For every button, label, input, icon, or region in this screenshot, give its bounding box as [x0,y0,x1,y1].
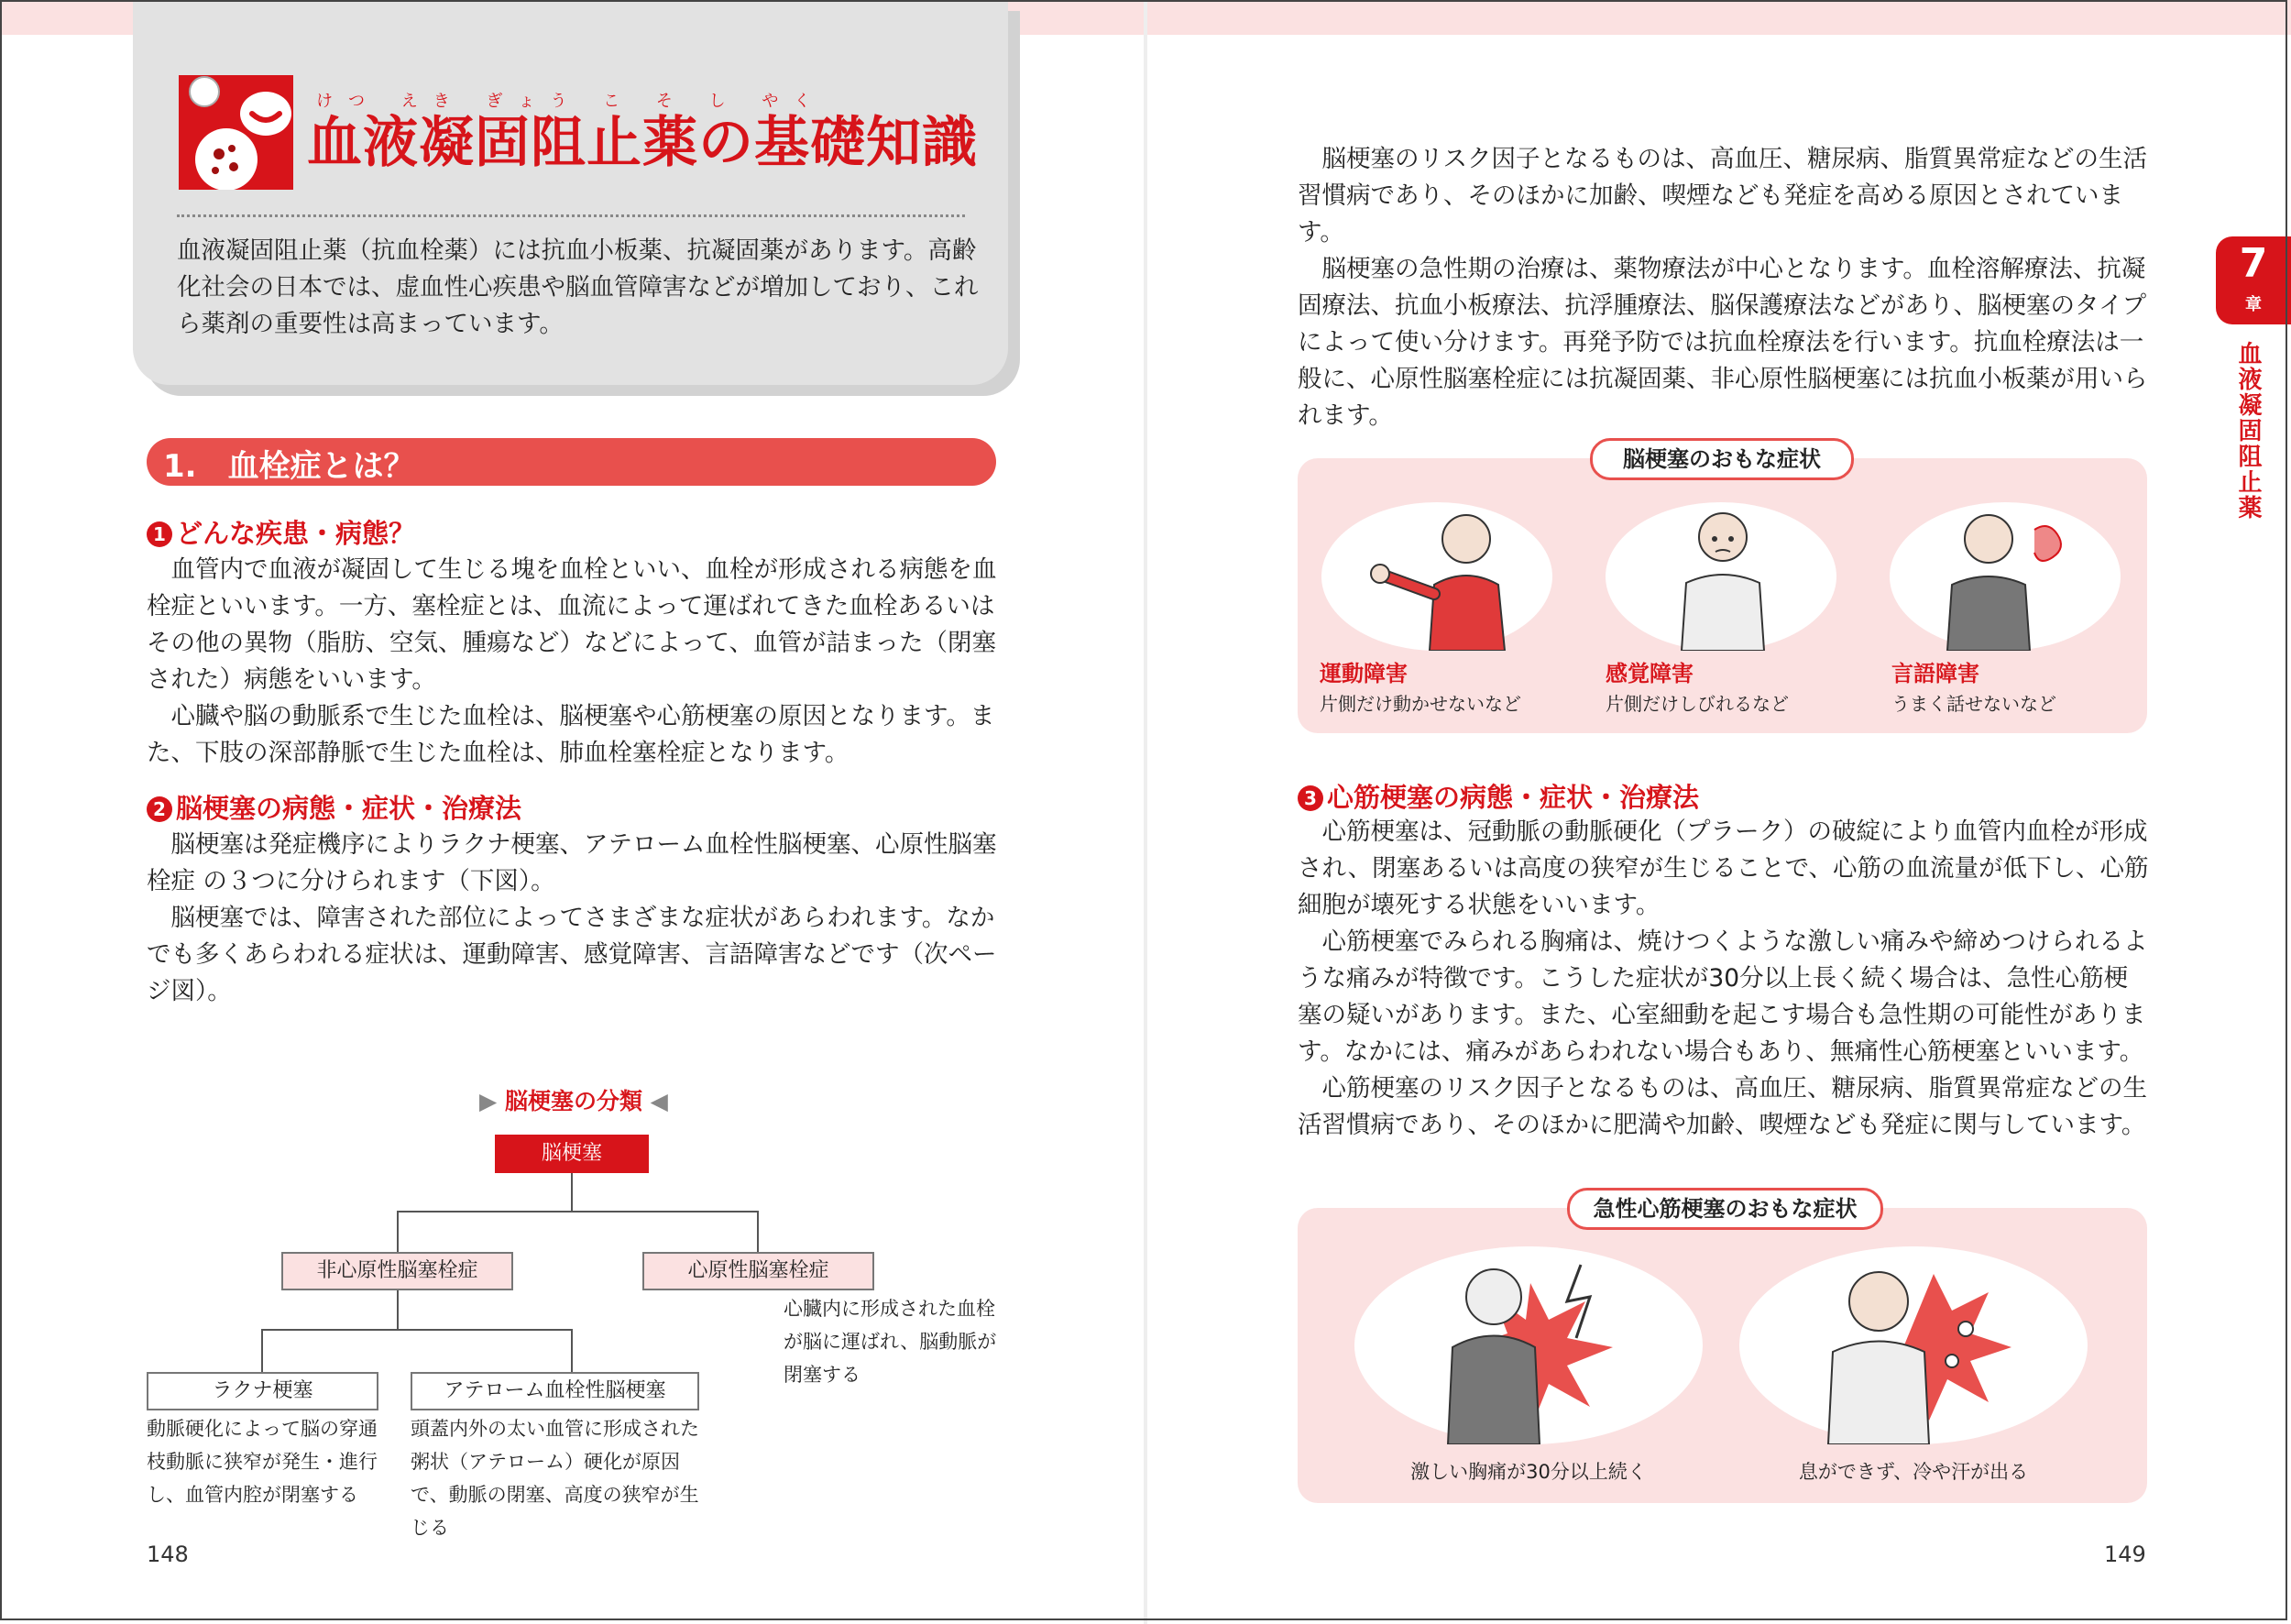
page-number-right: 149 [2104,1542,2146,1567]
symptom-label: 感覚障害 [1606,661,1694,686]
connector-line [571,1173,573,1212]
symptom-label: 言語障害 [1891,661,1979,686]
mi-panel-title: 急性心筋梗塞のおもな症状 [1567,1188,1883,1230]
sub1-body [147,552,999,772]
sub2-body [147,827,999,1010]
connector-line [397,1211,759,1213]
subheading-2 [147,788,521,826]
number-badge: 1 [147,521,172,547]
paragraph: 心筋梗塞でみられる胸痛は、焼けつくような激しい痛みや締めつけられるような痛みが特徴です。こうした症状が30分以上長く続く場合は、急性心筋梗塞の疑いがあります。また、心室細動を起こす場合も急性期の可能性があります。なかには、痛みがあらわれない場合もあり、無痛性心筋梗塞といいます。 [1298,927,2148,1066]
speech-disorder-figure-icon [1915,502,2099,654]
subheading-3-text: 心筋梗塞の病態・症状・治療法 [1327,782,1700,813]
number-badge: 2 [147,796,172,822]
node-noncardio: 非心原性脳塞栓症 [281,1252,513,1290]
motor-disorder-figure-icon [1347,502,1530,654]
diagram-title: ▶ 脳梗塞の分類 ◀ [479,1088,668,1114]
subheading-3 [1298,777,1699,815]
mi-caption: 激しい胸痛が30分以上続く [1410,1461,1647,1483]
node-athero: アテローム血栓性脳梗塞 [411,1372,699,1410]
section-title: 1. 血栓症とは？ [163,448,415,485]
sensory-disorder-figure-icon [1631,502,1814,654]
paragraph: 血管内で血液が凝固して生じる塊を血栓といい、血栓が形成される病態を血栓症といいます。一方、塞栓症とは、血流によって運ばれてきた血栓あるいはその他の異物（脂肪、空気、腫瘍など）などによって、血管が詰まった（閉塞された）病態をいいます。 [147,555,997,694]
node-lacunar: ラクナ梗塞 [147,1372,378,1410]
paragraph: 脳梗塞のリスク因子となるものは、高血圧、糖尿病、脂質異常症などの生活習慣病であり、そのほかに加齢、喫煙なども発症を高める原因とされています。 [1298,145,2147,247]
connector-line [571,1329,573,1372]
paragraph: 脳梗塞の急性期の治療は、薬物療法が中心となります。血栓溶解療法、抗凝固療法、抗血小板療法、抗浮腫療法、脳保護療法などがあり、脳梗塞のタイプによって使い分けます。再発予防では抗血栓療法を行います。抗血栓療法は一般に、心原性脳塞栓症には抗凝固薬、非心原性脳梗塞には抗血小板薬が用いられます。 [1298,255,2148,430]
paragraph: 心臓や脳の動脈系で生じた血栓は、脳梗塞や心筋梗塞の原因となります。また、下肢の深部静脈で生じた血栓は、肺血栓塞栓症となります。 [147,702,995,767]
connector-line [757,1211,759,1252]
diagram-title-text: 脳梗塞の分類 [504,1088,642,1114]
paragraph: 脳梗塞では、障害された部位によってさまざまな症状があらわれます。なかでも多くあらわれる症状は、運動障害、感覚障害、言語障害などです（次ページ図）。 [147,904,997,1005]
book-spine [1144,0,1147,1624]
connector-line [261,1329,263,1372]
connector-line [397,1290,399,1330]
chest-pain-figure-icon [1430,1246,1640,1448]
dotted-divider [177,214,965,217]
paragraph: 心筋梗塞のリスク因子となるものは、高血圧、糖尿病、脂質異常症などの生活習慣病であり、そのほかに肥満や加齢、喫煙なども発症に関与しています。 [1298,1074,2147,1139]
page-title: 血液凝固阻止薬の基礎知識 [307,111,978,175]
chapter-label: 章 [2245,295,2262,314]
breathless-figure-icon [1814,1246,2025,1448]
node-cardio-note: 心臓内に形成された血栓が脳に運ばれ、脳動脈が閉塞する [784,1298,997,1386]
blood-cell-icon [179,75,293,190]
symptom-label: 運動障害 [1320,661,1408,686]
node-lacunar-note: 動脈硬化によって脳の穿通枝動脈に狭窄が発生・進行し、血管内腔が閉塞する [147,1418,378,1506]
node-stroke: 脳梗塞 [495,1135,649,1173]
connector-line [261,1329,573,1331]
stroke-panel-title: 脳梗塞のおもな症状 [1590,438,1854,480]
symptom-desc: うまく話せないなど [1891,693,2056,715]
connector-line [397,1211,399,1252]
title-ruby: けつ えき ぎょう こ そ し やく [316,92,827,111]
subheading-1 [147,513,415,551]
symptom-desc: 片側だけ動かせないなど [1320,693,1521,715]
sub3-body [1298,814,2150,1144]
chapter-title-vertical: 血液凝固阻止薬 [2234,341,2262,521]
paragraph: 脳梗塞は発症機序によりラクナ梗塞、アテローム血栓性脳梗塞、心原性脳塞栓症 の３つに分けられます（下図）。 [147,830,997,895]
page-number-left: 148 [147,1542,189,1567]
intro-text: 血液凝固阻止薬（抗血栓薬）には抗血小板薬、抗凝固薬があります。高齢化社会の日本では、虚血性心疾患や脳血管障害などが増加しており、これら薬剤の重要性は高まっています。 [177,236,979,338]
right-top-body [1298,141,2150,434]
symptom-desc: 片側だけしびれるなど [1606,693,1789,715]
mi-caption: 息ができず、冷や汗が出る [1798,1461,2029,1483]
paragraph: 心筋梗塞は、冠動脈の動脈硬化（プラーク）の破綻により血管内血栓が形成され、閉塞あるいは高度の狭窄が生じることで、心筋の血流量が低下し、心筋細胞が壊死する状態をいいます。 [1298,817,2149,919]
subheading-2-text: 脳梗塞の病態・症状・治療法 [176,793,522,824]
node-athero-note: 頭蓋内外の太い血管に形成された粥状（アテローム）硬化が原因で、動脈の閉塞、高度の狭窄が生じる [411,1418,699,1539]
number-badge: 3 [1298,785,1323,811]
chapter-number: 7 [2239,240,2268,287]
subheading-1-text: どんな疾患・病態？ [176,518,416,549]
node-cardio: 心原性脳塞栓症 [642,1252,874,1290]
